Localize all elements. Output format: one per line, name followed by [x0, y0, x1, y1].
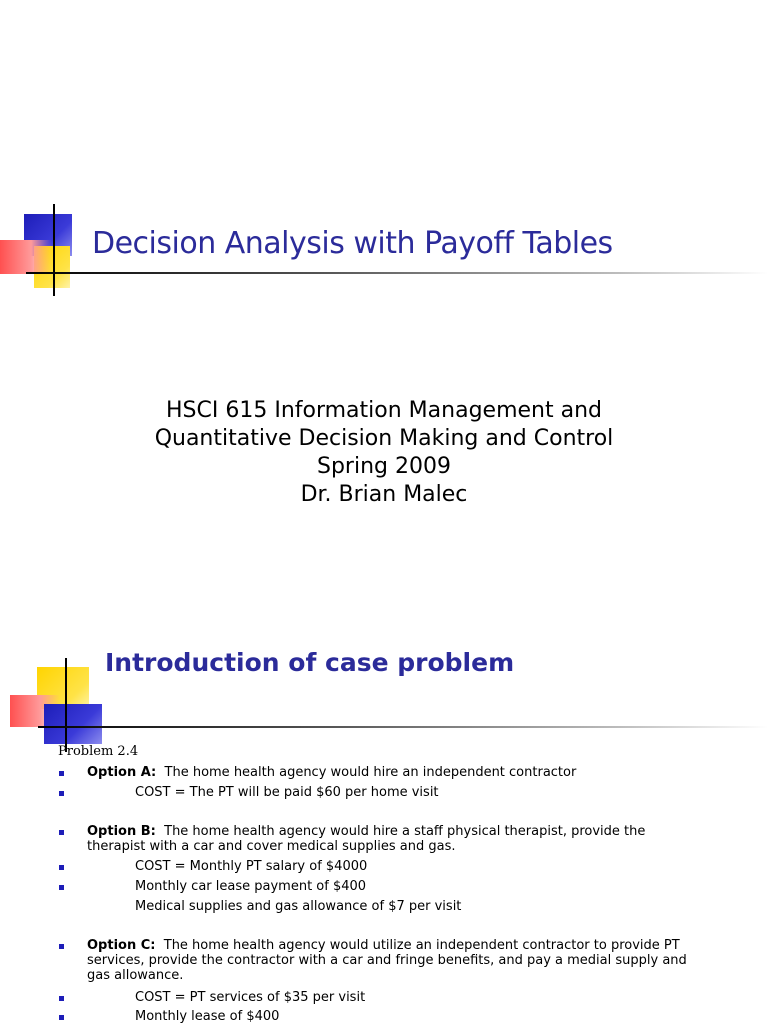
option-text: The home health agency would hire a staff physical therapist, provide the therapist with a car and cover medical supplies and gas. [87, 824, 646, 854]
bullet-icon [59, 996, 64, 1001]
option-text: The home health agency would hire an independent contractor [164, 765, 577, 780]
vertical-rule [53, 204, 55, 296]
bullet-icon [59, 944, 64, 949]
option-label: Option A: [87, 765, 157, 780]
bullet-icon [59, 865, 64, 870]
slide-subtitle [0, 397, 768, 509]
course-line: HSCI 615 Information Management and [166, 398, 602, 423]
horizontal-rule [38, 726, 768, 728]
blue-square [44, 704, 102, 744]
course-line: Quantitative Decision Making and Control [154, 426, 614, 451]
bullet-icon [59, 885, 64, 890]
option-label: Option C: [87, 938, 156, 953]
bullet-icon [59, 771, 64, 776]
option-c-cost: COST = PT services of $35 per visit [135, 990, 366, 1005]
bullet-icon [59, 830, 64, 835]
option-c-cost: Monthly lease of $400 [135, 1009, 280, 1024]
option-b-cost: Medical supplies and gas allowance of $7 per visit [135, 899, 462, 914]
bullet-icon [59, 1015, 64, 1020]
bullet-icon [59, 791, 64, 796]
option-b-cost: Monthly car lease payment of $400 [135, 879, 367, 894]
option-a-item [87, 765, 707, 780]
content-slide [0, 512, 768, 1024]
slide-title: Introduction of case problem [105, 648, 515, 677]
option-a-cost: COST = The PT will be paid $60 per home visit [135, 785, 439, 800]
vertical-rule [65, 658, 67, 752]
slide-title: Decision Analysis with Payoff Tables [92, 226, 613, 261]
option-c-item [87, 938, 707, 983]
instructor-line: Dr. Brian Malec [300, 482, 468, 507]
option-label: Option B: [87, 824, 156, 839]
problem-label: Problem 2.4 [58, 744, 139, 759]
term-line: Spring 2009 [317, 454, 451, 479]
horizontal-rule [26, 272, 768, 274]
red-square [0, 240, 52, 274]
option-b-item [87, 824, 707, 854]
option-text: The home health agency would utilize an independent contractor to provide PT services, provide the contractor with a car and fringe benefits, and pay a medial supply and gas allowance. [87, 938, 687, 983]
option-b-cost: COST = Monthly PT salary of $4000 [135, 859, 368, 874]
